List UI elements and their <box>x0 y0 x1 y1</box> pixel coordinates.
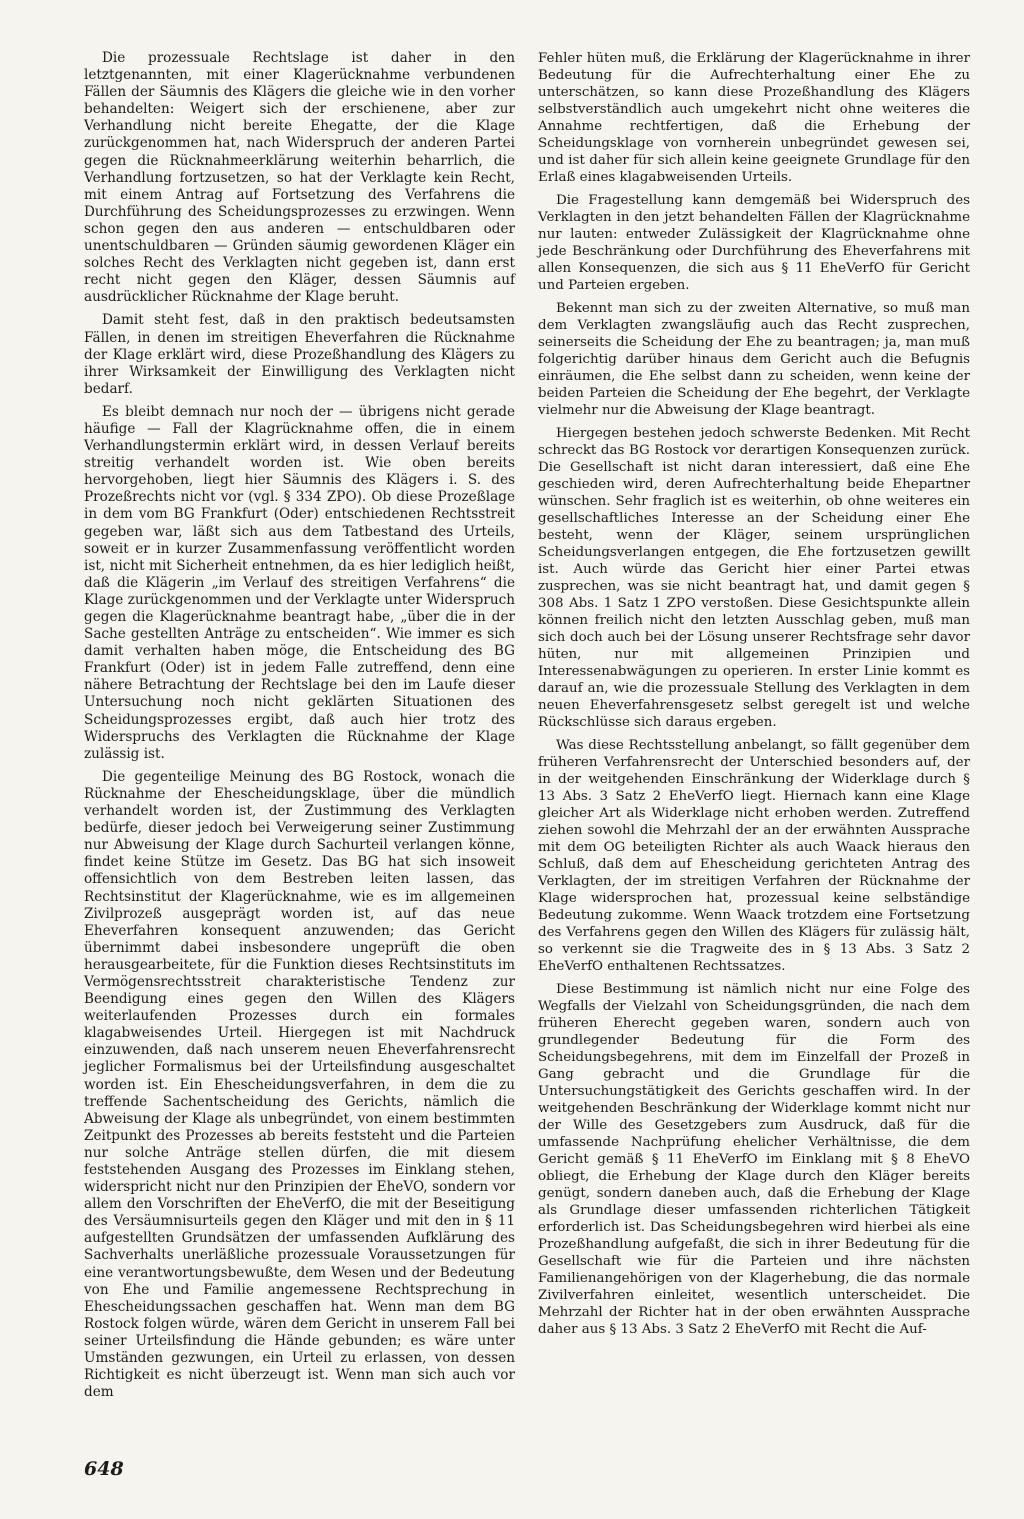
paragraph: Die gegenteilige Meinung des BG Rostock, wonach die Rücknahme der Ehescheidungsklage, über die mündlich verhandelt worden ist, der Zustimmung des Verklagten bedürfe, dieser jedoch bei Verweigerung seiner Zustimmung nur Abweisung der Klage durch Sachurteil verlangen könne, findet keine Stütze im Gesetz. Das BG hat sich insoweit offensichtlich von dem Bestreben leiten lassen, das Rechtsinstitut der Klagerücknahme, wie es im allgemeinen Zivilprozeß ausgeprägt worden ist, auf das neue Eheverfahren konsequent anzuwenden; das Gericht übernimmt dabei insbesondere ungeprüft die oben herausgearbeitete, für die Funktion dieses Rechtsinstituts im Vermögensrechtsstreit charakteristische Tendenz zur Beendigung eines gegen den Willen des Klägers weiterlaufenden Prozesses durch ein formales klagabweisendes Urteil. Hiergegen ist mit Nachdruck einzuwenden, daß nach unserem neuen Eheverfahrensrecht jeglicher Formalismus bei der Urteilsfindung ausgeschaltet worden ist. Ein Ehescheidungsverfahren, in dem die zu treffende Sachentscheidung des Gerichts, nämlich die Abweisung der Klage als unbegründet, von einem bestimmten Zeitpunkt des Prozesses ab bereits feststeht und die Parteien nur solche Anträge stellen dürfen, die mit diesem feststehenden Ausgang des Prozesses im Einklang stehen, widerspricht nicht nur den Prinzipien der EheVO, sondern vor allem den Vorschriften der EheVerfO, die mit der Beseitigung des Versäumnisurteils gegen den Kläger und mit den in § 11 aufgestellten Grundsätzen der umfassenden Aufklärung des Sachverhalts unerläßliche prozessuale Voraussetzungen für eine verantwortungsbewußte, dem Wesen und der Bedeutung von Ehe und Familie angemessene Rechtsprechung in Ehescheidungssachen geschaffen hat. Wenn man dem BG Rostock folgen würde, wären dem Gericht in unserem Fall bei seiner Urteilsfindung die Hände gebunden; es wäre unter Umständen gezwungen, ein Urteil zu erlassen, von dessen Richtigkeit es nicht überzeugt ist. Wenn man sich auch vor dem <box>84 768 515 1401</box>
paragraph: Was diese Rechtsstellung anbelangt, so fällt gegenüber dem früheren Verfahrensrecht der Unterschied besonders auf, der in der weitgehenden Einschränkung der Widerklage durch § 13 Abs. 3 Satz 2 EheVerfO liegt. Hiernach kann eine Klage gleicher Art als Widerklage nicht erhoben werden. Zutreffend ziehen sowohl die Mehrzahl der an der erwähnten Aussprache mit dem OG beteiligten Richter als auch Waack hieraus den Schluß, daß dem auf Ehescheidung gerichteten Antrag des Verklagten, der im streitigen Verfahren der Rücknahme der Klage widersprochen hat, prozessual keine selbständige Bedeutung zukomme. Wenn Waack trotzdem eine Fortsetzung des Verfahrens gegen den Willen des Klägers für zulässig hält, so verkennt sie die Tragweite des in § 13 Abs. 3 Satz 2 EheVerfO enthaltenen Rechtssatzes. <box>538 738 970 974</box>
left-column <box>84 50 515 1407</box>
paragraph: Damit steht fest, daß in den praktisch bedeutsamsten Fällen, in denen im streitigen Eheverfahren die Rücknahme der Klage erklärt wird, diese Prozeßhandlung des Klägers zu ihrer Wirksamkeit der Einwilligung des Verklagten nicht bedarf. <box>84 312 515 397</box>
paragraph: Bekennt man sich zu der zweiten Alternative, so muß man dem Verklagten zwangsläufig auch das Recht zusprechen, seinerseits die Scheidung der Ehe zu beantragen; ja, man muß folgerichtig darüber hinaus dem Gericht auch die Befugnis einräumen, die Ehe selbst dann zu scheiden, wenn keine der beiden Parteien die Scheidung der Ehe begehrt, der Verklagte vielmehr nur die Abweisung der Klage beantragt. <box>538 301 970 418</box>
paragraph: Die prozessuale Rechtslage ist daher in den letztgenannten, mit einer Klagerücknahme verbundenen Fällen der Säumnis des Klägers die gleiche wie in den vorher behandelten: Weigert sich der erschienene, aber zur Verhandlung nicht bereite Ehegatte, der die Klage zurückgenommen hat, nach Widerspruch der anderen Partei gegen die Rücknahmeerklärung weiterhin beharrlich, die Verhandlung fortzusetzen, so hat der Verklagte kein Recht, mit einem Antrag auf Fortsetzung des Verfahrens die Durchführung des Scheidungsprozesses zu erzwingen. Wenn schon gegen den aus anderen — entschuldbaren oder unentschuldbaren — Gründen säumig gewordenen Kläger ein solches Recht des Verklagten nicht gegeben ist, dann erst recht nicht gegen den Kläger, dessen Säumnis auf ausdrücklicher Rücknahme der Klage beruht. <box>84 50 515 306</box>
paragraph: Die Fragestellung kann demgemäß bei Widerspruch des Verklagten in den jetzt behandelten Fällen der Klagrücknahme nur lauten: entweder Zulässigkeit der Klagrücknahme ohne jede Beschränkung oder Durchführung des Eheverfahrens mit allen Konsequenzen, die sich aus § 11 EheVerfO für Gericht und Parteien ergeben. <box>538 193 970 293</box>
paragraph-continued: Fehler hüten muß, die Erklärung der Klagerücknahme in ihrer Bedeutung für die Aufrechterhaltung einer Ehe zu unterschätzen, so kann diese Prozeßhandlung des Klägers selbstverständlich auch umgekehrt nicht ohne weiteres die Annahme rechtfertigen, daß die Erhebung der Scheidungsklage von vornherein unbegründet gewesen sei, und ist daher für sich allein keine geeignete Grundlage für den Erlaß eines klagabweisenden Urteils. <box>538 51 970 185</box>
paragraph: Es bleibt demnach nur noch der — übrigens nicht gerade häufige — Fall der Klagrücknahme offen, die in einem Verhandlungstermin erklärt wird, in dessen Verlauf bereits streitig verhandelt worden ist. Wie oben bereits hervorgehoben, liegt hier Säumnis des Klägers i. S. des Prozeßrechts nicht vor (vgl. § 334 ZPO). Ob diese Prozeßlage in dem vom BG Frankfurt (Oder) entschiedenen Rechtsstreit gegeben war, läßt sich aus dem Tatbestand des Urteils, soweit er in kurzer Zusammenfassung veröffentlicht worden ist, nicht mit Sicherheit entnehmen, da es hier lediglich heißt, daß die Klägerin „im Verlauf des streitigen Verfahrens“ die Klage zurückgenommen und der Verklagte unter Widerspruch gegen die Klagerücknahme beantragt habe, „über die in der Sache gestellten Anträge zu entscheiden“. Wie immer es sich damit verhalten haben möge, die Entscheidung des BG Frankfurt (Oder) ist in jedem Falle zutreffend, denn eine nähere Betrachtung der Rechtslage bei den im Laufe dieser Untersuchung noch nicht geklärten Situationen des Scheidungsprozesses ergibt, daß auch hier trotz des Widerspruchs des Verklagten die Rücknahme der Klage zulässig ist. <box>84 403 515 762</box>
paragraph: Diese Bestimmung ist nämlich nicht nur eine Folge des Wegfalls der Vielzahl von Scheidungsgründen, die nach dem früheren Eherecht gegeben waren, sondern auch von grundlegender Bedeutung für die Form des Scheidungsbegehrens, mit dem im Einzelfall der Prozeß in Gang gebracht und die Grundlage für die Untersuchungstätigkeit des Gerichts geschaffen wird. In der weitgehenden Beschränkung der Widerklage kommt nicht nur der Wille des Gesetzgebers zum Ausdruck, daß für die umfassende Nachprüfung ehelicher Verhältnisse, die dem Gericht gemäß § 11 EheVerfO im Einklang mit § 8 EheVO obliegt, die Erhebung der Klage durch den Kläger bereits genügt, sondern daneben auch, daß die Erhebung der Klage als Grundlage dieser umfassenden richterlichen Tätigkeit erforderlich ist. Das Scheidungsbegehren wird hierbei als eine Prozeßhandlung aufgefaßt, die sich in ihrer Bedeutung für die Gesellschaft wie für die Parteien und ihre nächsten Familienangehörigen von der Klagerhebung, die das normale Zivilverfahren einleitet, wesentlich unterscheidet. Die Mehrzahl der Richter hat in der oben erwähnten Aussprache daher aus § 13 Abs. 3 Satz 2 EheVerfO mit Recht die Auf- <box>538 982 970 1337</box>
page-number: 648 <box>84 1458 124 1480</box>
paragraph: Hiergegen bestehen jedoch schwerste Bedenken. Mit Recht schreckt das BG Rostock vor derartigen Konsequenzen zurück. Die Gesellschaft ist nicht daran interessiert, daß eine Ehe geschieden wird, deren Aufrechterhaltung beide Ehepartner wünschen. Sehr fraglich ist es weiterhin, ob ohne weiteres ein gesellschaftliches Interesse an der Scheidung einer Ehe besteht, wenn der Kläger, seinem ursprünglichen Scheidungsverlangen entgegen, die Ehe fortzusetzen gewillt ist. Auch würde das Gericht hier einer Partei etwas zusprechen, was sie nicht beantragt hat, und damit gegen § 308 Abs. 1 Satz 1 ZPO verstoßen. Diese Gesichtspunkte allein können freilich nicht den letzten Ausschlag geben, muß man sich doch auch bei der Lösung unserer Rechtsfrage sehr davor hüten, nur mit allgemeinen Prinzipien und Interessenabwägungen zu operieren. In erster Linie kommt es darauf an, wie die prozessuale Stellung des Verklagten in dem neuen Eheverfahrensgesetz selbst geregelt ist und welche Rückschlüsse sich daraus ergeben. <box>538 426 970 730</box>
right-column <box>538 50 970 1344</box>
